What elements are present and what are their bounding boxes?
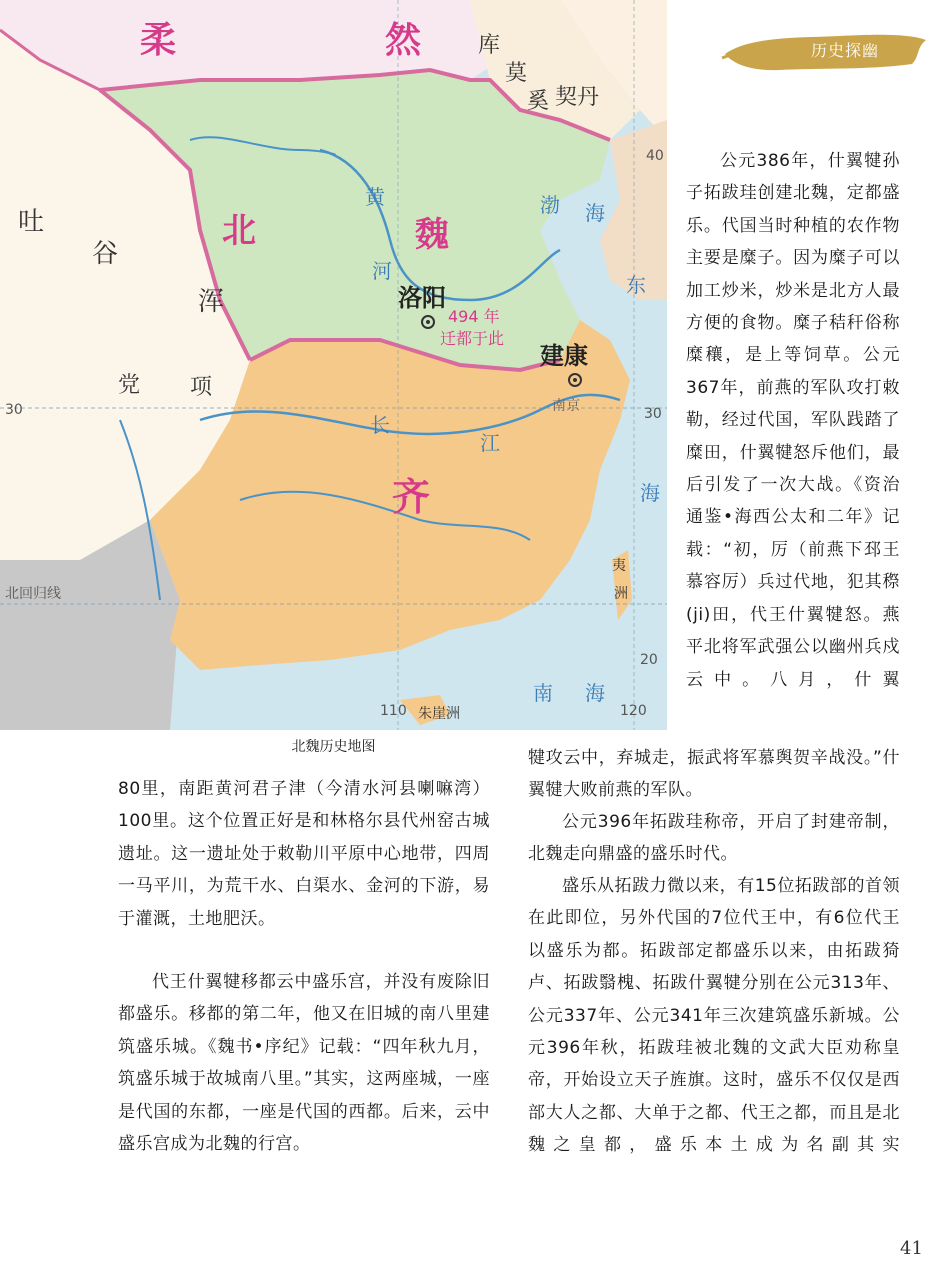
label-rouran-2: 然 — [385, 20, 422, 61]
label-jiankang: 建康 — [540, 342, 588, 370]
label-qi: 齐 — [392, 475, 431, 519]
label-tuyuhun-2: 谷 — [92, 239, 119, 269]
label-luoyang-note-2: 迁都于此 — [440, 329, 505, 348]
label-tuyuhun-1: 吐 — [18, 207, 45, 237]
label-huanghe-2: 河 — [372, 259, 392, 283]
label-taiwan-1: 夷 — [612, 558, 626, 574]
label-changjiang-1: 长 — [370, 413, 390, 437]
paragraph-right-3: 盛乐从拓跋力微以来，有15位拓跋部的首领在此即位，另外代国的7位代王中，有6位代王以盛乐为都。拓跋部定都盛乐以来，由拓跋猗卢、拓跋翳槐、拓跋什翼犍分别在公元313年、公元337年、公元341年三次建筑盛乐新城。公元396年秋，拓跋珪被北魏的文武大臣劝称皇帝，开始设立天子旌旗。这时，盛乐不仅仅是西部大人之都、大单于之都、代王之都，而且是北魏之皇都，盛乐本土成为名副其实 — [528, 876, 900, 1156]
label-tuyuhun-3: 浑 — [198, 287, 225, 317]
label-donghai-1: 东 — [626, 273, 646, 297]
label-rouran-1: 柔 — [140, 20, 177, 61]
label-kumoxi-1: 库 — [478, 33, 501, 58]
paragraph-left-2: 代王什翼犍移都云中盛乐宫，并没有废除旧都盛乐。移都的第二年，他又在旧城的南八里建筑盛乐城。《魏书•序纪》记载：“四年秋九月，筑盛乐城于故城南八里。”其实，这两座城，一座是代国的东都，一座是代国的西都。后来，云中盛乐宫成为北魏的行宫。 — [118, 972, 490, 1155]
jiankang-marker-dot — [573, 378, 577, 382]
label-dangxiang-1: 党 — [118, 373, 141, 398]
paragraph-left-1: 80里，南距黄河君子津（今清水河县喇嘛湾）100里。这个位置正好是和林格尔县代州窑古城遗址。这一遗址处于敕勒川平原中心地带，四周一马平川，为荒干水、白渠水、金河的下游，易于灌溉，土地肥沃。 — [118, 779, 490, 929]
label-beiwei-2: 魏 — [415, 215, 449, 255]
label-beihuigui: 北回归线 — [5, 586, 61, 602]
label-taiwan-2: 洲 — [614, 586, 628, 602]
label-kumoxi-3: 奚 — [527, 89, 550, 114]
label-lat-30-left: 30 — [5, 402, 23, 418]
label-nanhai-1: 南 — [533, 681, 553, 705]
historical-map — [0, 0, 667, 730]
label-luoyang: 洛阳 — [398, 284, 446, 312]
luoyang-marker-dot — [426, 320, 430, 324]
paragraph-right-2: 公元396年拓跋珪称帝，开启了封建帝制，北魏走向鼎盛的盛乐时代。 — [528, 812, 900, 865]
label-dangxiang-2: 项 — [190, 375, 213, 400]
label-qidan: 契丹 — [555, 85, 600, 110]
label-lon-110: 110 — [380, 703, 407, 719]
label-changjiang-2: 江 — [480, 431, 500, 455]
label-zhuyazhou: 朱崖洲 — [418, 706, 460, 722]
label-huanghe-1: 黄 — [365, 185, 385, 209]
label-beiwei-1: 北 — [222, 211, 256, 251]
label-lat-30-right: 30 — [644, 406, 662, 422]
label-donghai-2: 海 — [640, 481, 660, 505]
label-luoyang-note-1: 494 年 — [448, 307, 500, 326]
paragraph-right-top: 公元386年，什翼犍孙子拓跋珪创建北魏，定都盛乐。代国当时种植的农作物主要是糜子。因为糜子可以加工炒米，炒米是北方人最方便的食物。糜子秸秆俗称糜穰，是上等饲草。公元367年，前燕的军队攻打敕勒，经过代国，军队践踏了糜田，什翼犍怒斥他们，最后引发了一次大战。《资治通鉴•海西公太和二年》记载：“初，厉（前燕下邳王慕容厉）兵过代地，犯其穄(ji)田，代王什翼犍怒。燕平北将军武强公以幽州兵戍云中。八月，什翼 — [686, 151, 900, 690]
label-nanjing: 南京 — [552, 398, 580, 414]
label-kumoxi-2: 莫 — [505, 61, 528, 86]
label-bohai-2: 海 — [585, 201, 605, 225]
section-banner-label: 历史探幽 — [810, 41, 879, 60]
map-caption: 北魏历史地图 — [291, 739, 376, 755]
label-lat-20: 20 — [640, 652, 658, 668]
label-lon-120: 120 — [620, 703, 647, 719]
label-nanhai-2: 海 — [585, 681, 605, 705]
paragraph-right-continued: 犍攻云中，弃城走，振武将军慕舆贺辛战没。”什翼犍大败前燕的军队。 — [528, 748, 900, 801]
map-graphic — [0, 0, 667, 730]
page-number: 41 — [900, 1238, 923, 1259]
label-bohai-1: 渤 — [540, 193, 560, 217]
label-lat-40: 40 — [646, 148, 664, 164]
